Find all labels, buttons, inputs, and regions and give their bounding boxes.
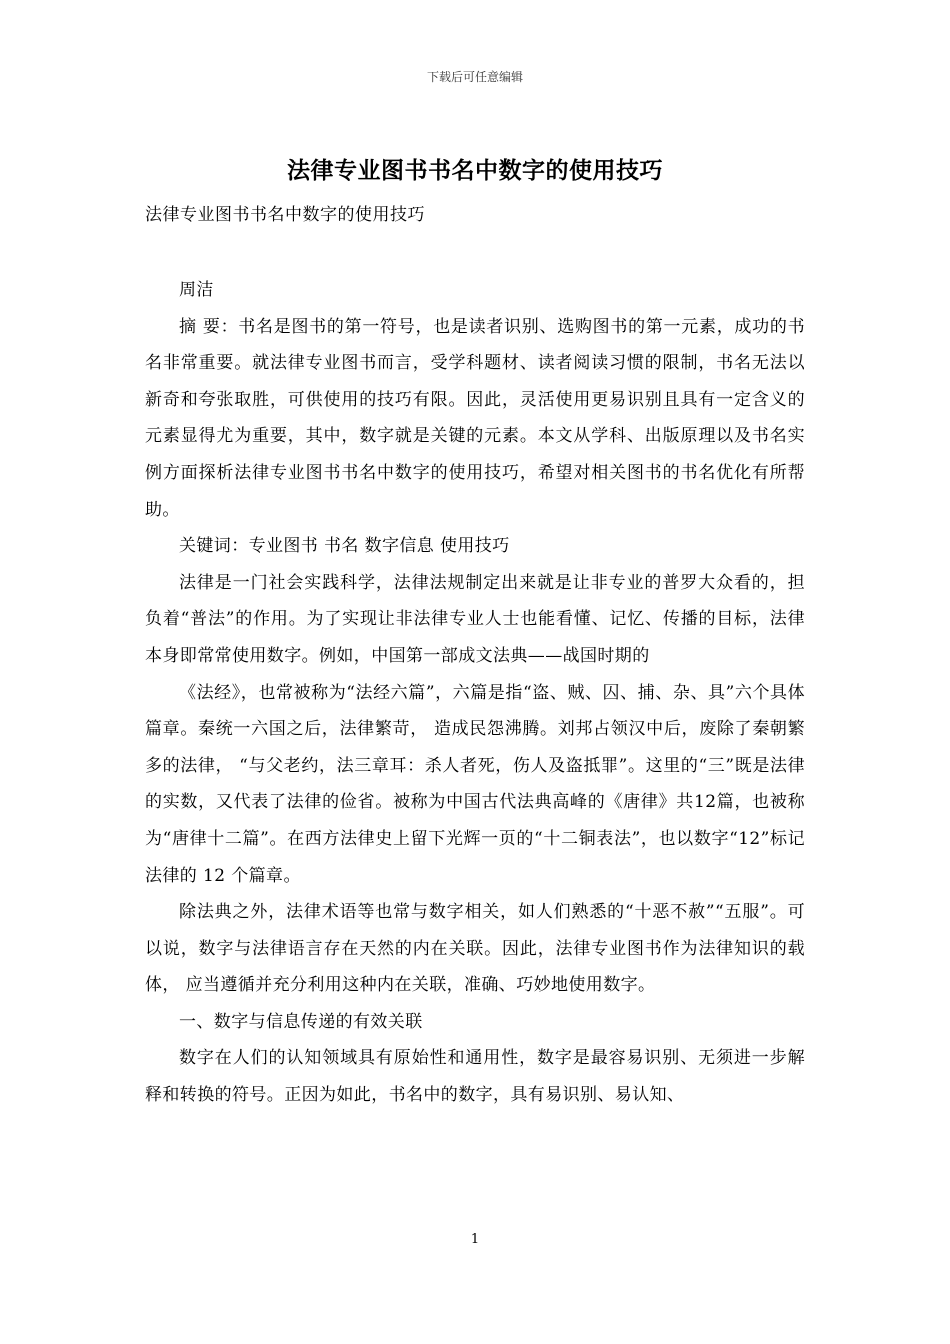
keywords: 关键词：专业图书 书名 数字信息 使用技巧 — [179, 536, 510, 557]
document-title: 法律专业图书书名中数字的使用技巧 — [287, 157, 663, 184]
document-subtitle: 法律专业图书书名中数字的使用技巧 — [145, 205, 425, 225]
body-paragraph-2: 《法经》，也常被称为“法经六篇”，六篇是指“盗、贼、囚、捕、杂、具”六个具体篇章。秦统一六国之后，法律繁苛， 造成民怨沸腾。刘邦占领汉中后，废除了秦朝繁多的法律， “与父老约，法三章耳：杀人者死，伤人及盗抵罪”。这里的“三”既是法律的实数，又代表了法律的俭省。被称为中国古代法典高峰的《唐律》共12篇，也被称为“唐律十二篇”。在西方法律史上留下光辉一页的“十二铜表法”，也以数字“12”标记法律的 12 个篇章。 — [145, 682, 805, 886]
body-paragraph-1: 法律是一门社会实践科学，法律法规制定出来就是让非专业的普罗大众看的，担负着“普法”的作用。为了实现让非法律专业人士也能看懂、记忆、传播的目标，法律本身即常常使用数字。例如，中国第一部成文法典——战国时期的 — [145, 572, 805, 666]
abstract: 摘 要：书名是图书的第一符号，也是读者识别、选购图书的第一元素，成功的书名非常重要。就法律专业图书而言，受学科题材、读者阅读习惯的限制，书名无法以新奇和夸张取胜，可供使用的技巧有限。因此，灵活使用更易识别且具有一定含义的元素显得尤为重要，其中，数字就是关键的元素。本文从学科、出版原理以及书名实例方面探析法律专业图书书名中数字的使用技巧，希望对相关图书的书名优化有所帮助。 — [145, 316, 805, 520]
header-note: 下载后可任意编辑 — [426, 70, 523, 84]
page-number: 1 — [470, 1232, 480, 1247]
section-heading: 一、数字与信息传递的有效关联 — [179, 1011, 423, 1032]
body-paragraph-3: 除法典之外，法律术语等也常与数字相关，如人们熟悉的“十恶不赦”“五服”。可以说，数字与法律语言存在天然的内在关联。因此，法律专业图书作为法律知识的载体， 应当遵循并充分利用这种内在关联，准确、巧妙地使用数字。 — [145, 902, 805, 996]
body-paragraph-4: 数字在人们的认知领域具有原始性和通用性，数字是最容易识别、无须进一步解释和转换的符号。正因为如此，书名中的数字，具有易识别、易认知、 — [145, 1048, 805, 1106]
author: 周洁 — [179, 280, 214, 300]
document-body — [145, 272, 805, 1114]
